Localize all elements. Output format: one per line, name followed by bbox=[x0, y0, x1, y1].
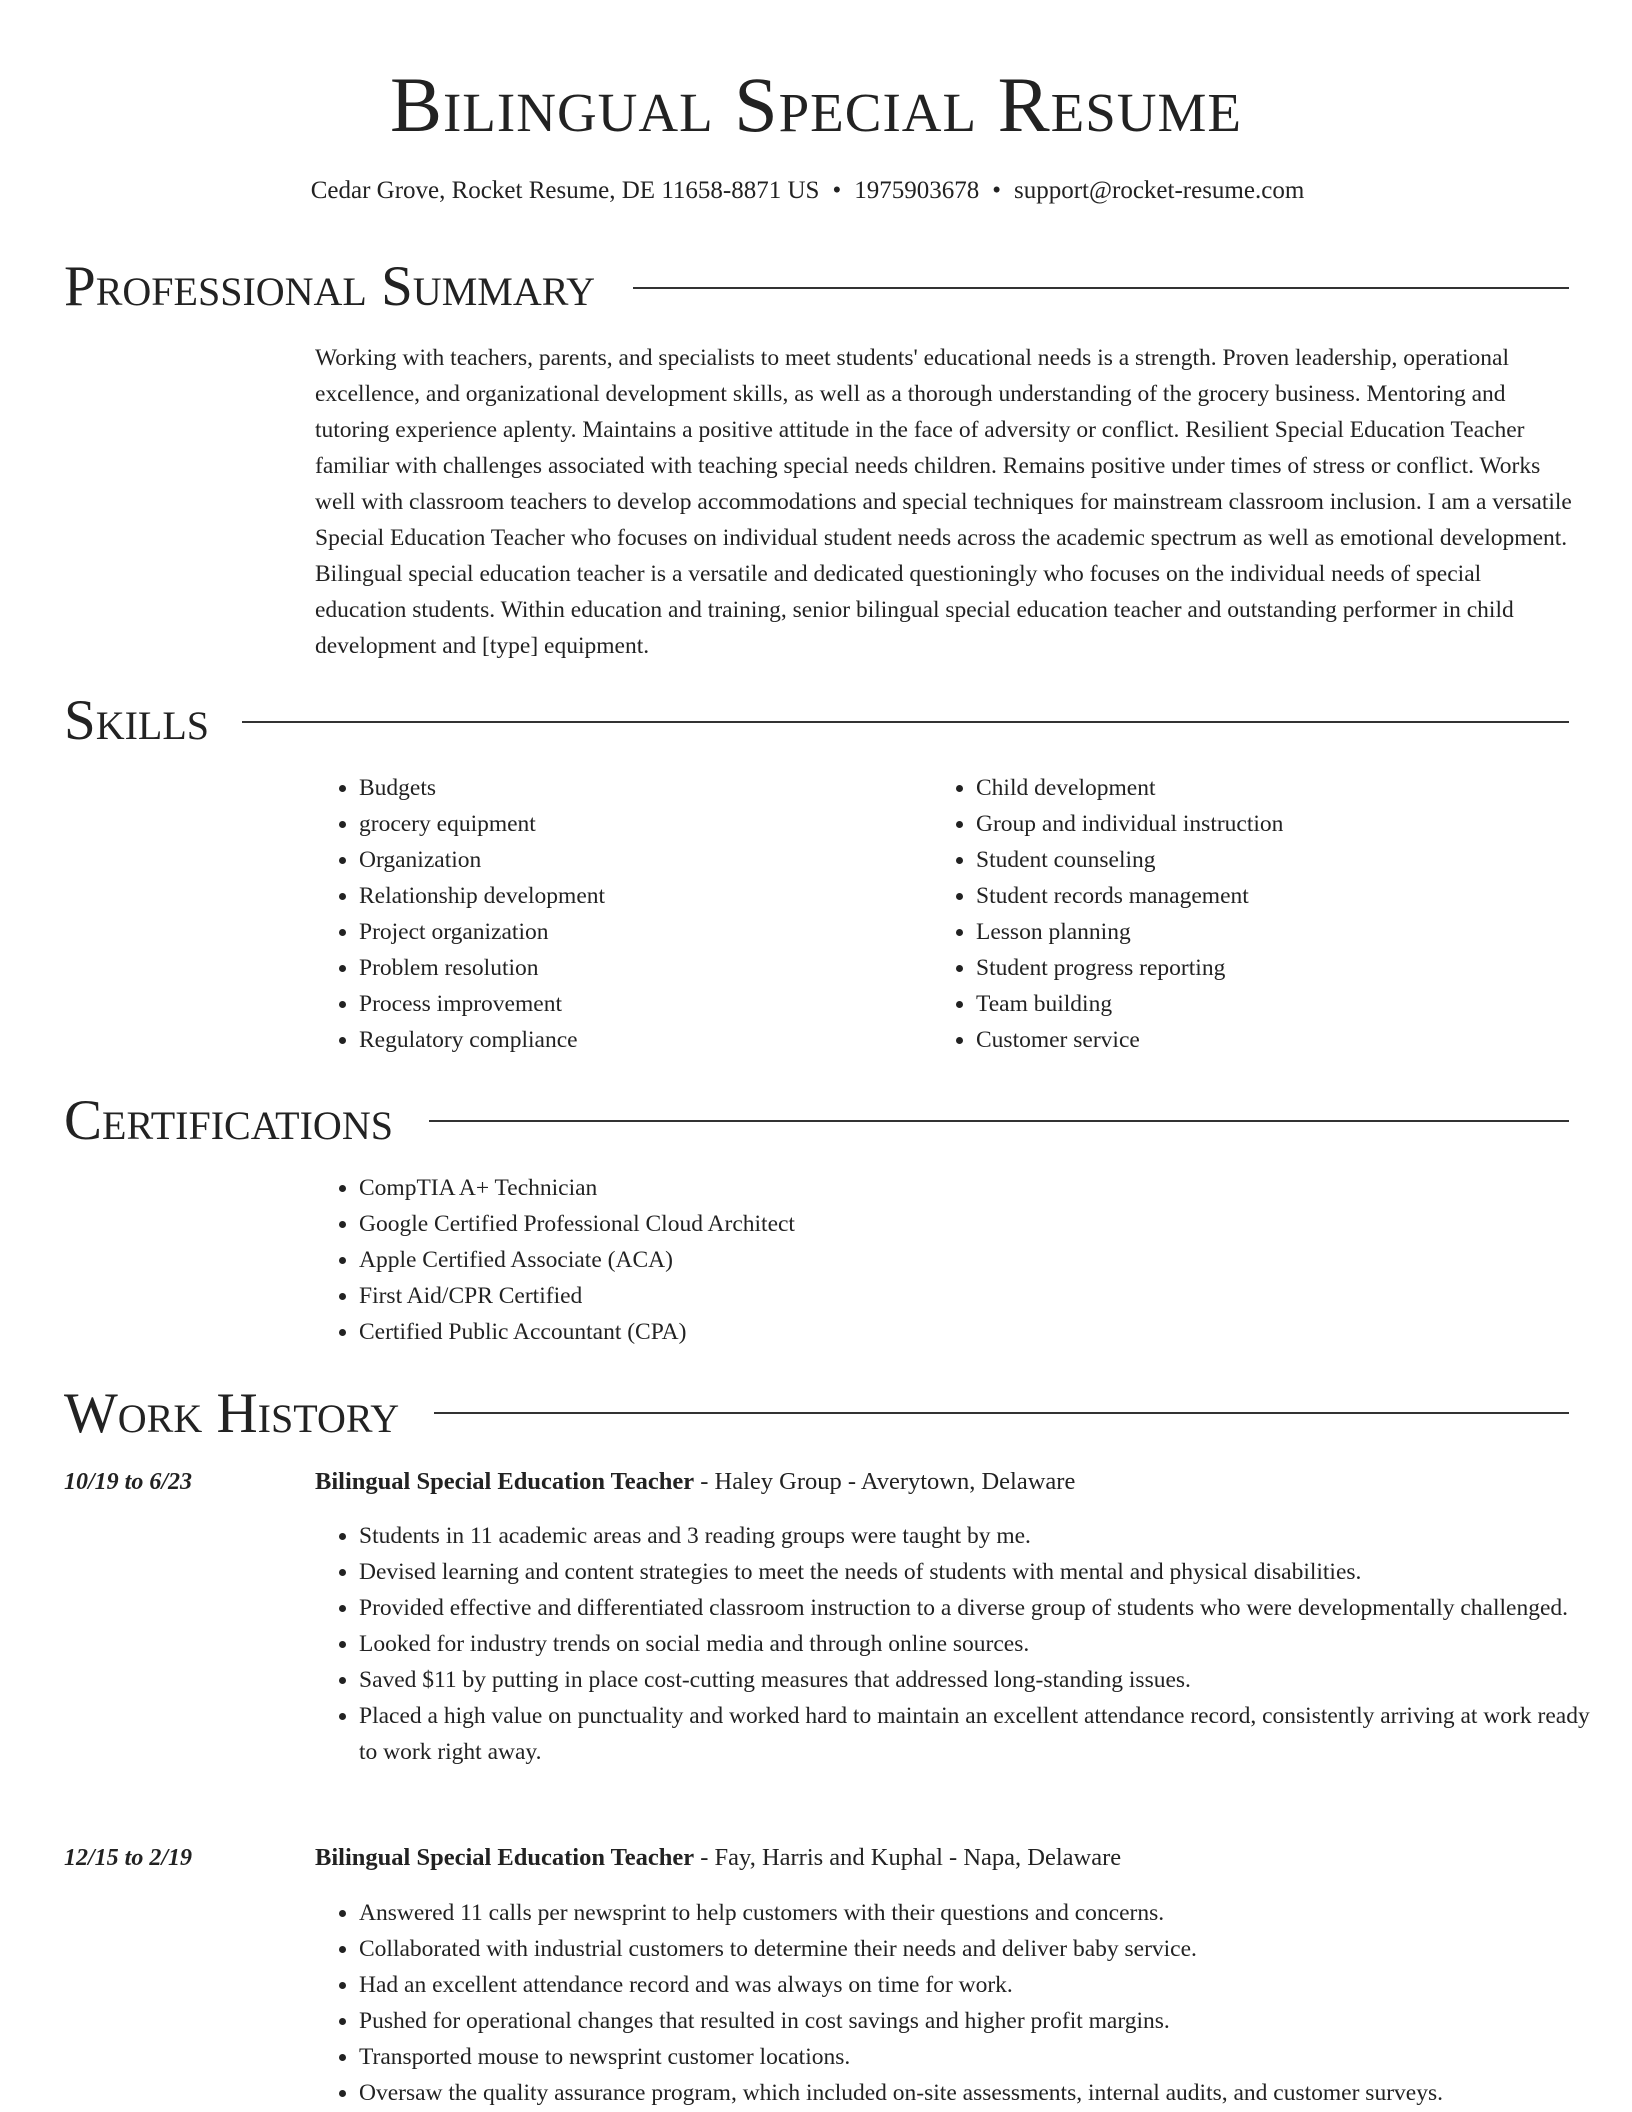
skill-item: • Organization bbox=[359, 842, 919, 878]
job-heading bbox=[315, 1841, 1121, 1875]
skills-list-left bbox=[315, 770, 919, 1058]
job-dates: 12/15 to 2/19 bbox=[64, 1845, 193, 1871]
skills-list-right bbox=[932, 770, 1576, 1058]
job-bullet: • Students in 11 academic areas and 3 reading groups were taught by me. bbox=[359, 1518, 1604, 1554]
skill-item: • Problem resolution bbox=[359, 950, 919, 986]
skill-item: • Lesson planning bbox=[976, 914, 1576, 950]
job-bullet: • Pushed for operational changes that resulted in cost savings and higher profit margins. bbox=[359, 2003, 1604, 2039]
contact-separator: • bbox=[832, 177, 842, 204]
section-divider bbox=[633, 287, 1569, 289]
job-bullet: • Saved $11 by putting in place cost-cutting measures that addressed long-standing issues. bbox=[359, 1662, 1604, 1698]
skill-item: • Team building bbox=[976, 986, 1576, 1022]
section-title-work-history: Work History bbox=[64, 1382, 400, 1445]
job-bullet: • Looked for industry trends on social media and through online sources. bbox=[359, 1626, 1604, 1662]
job-employer: - Haley Group - Averytown, Delaware bbox=[694, 1468, 1076, 1495]
job-dates: 10/19 to 6/23 bbox=[64, 1469, 193, 1495]
job-heading bbox=[315, 1465, 1075, 1499]
contact-line bbox=[0, 174, 1615, 208]
section-title-skills: Skills bbox=[64, 689, 210, 752]
skill-item: • Student progress reporting bbox=[976, 950, 1576, 986]
resume-name: Bilingual Special Resume bbox=[389, 61, 1243, 148]
skill-item: • grocery equipment bbox=[359, 806, 919, 842]
job-title: Bilingual Special Education Teacher bbox=[315, 1468, 695, 1495]
section-divider bbox=[434, 1412, 1569, 1414]
job-bullets bbox=[315, 1895, 1604, 2111]
job-bullet: • Collaborated with industrial customers to determine their needs and deliver baby service. bbox=[359, 1931, 1604, 1967]
skill-item: • Relationship development bbox=[359, 878, 919, 914]
section-divider bbox=[429, 1120, 1569, 1122]
contact-separator: • bbox=[992, 177, 1001, 204]
job-bullet: • Had an excellent attendance record and was always on time for work. bbox=[359, 1967, 1604, 2003]
job-employer: - Fay, Harris and Kuphal - Napa, Delaware bbox=[694, 1844, 1122, 1871]
certification-item: • CompTIA A+ Technician bbox=[359, 1170, 1559, 1206]
job-bullet: • Devised learning and content strategies to meet the needs of students with mental and physical disabilities. bbox=[359, 1554, 1604, 1590]
section-title-summary: Professional Summary bbox=[64, 255, 596, 318]
job-bullet: • Placed a high value on punctuality and worked hard to maintain an excellent attendance record, consistently arriving at work ready to work right away. bbox=[359, 1698, 1604, 1770]
contact-phone: 1975903678 bbox=[854, 177, 980, 204]
contact-email: support@rocket-resume.com bbox=[1013, 177, 1305, 204]
job-bullet: • Oversaw the quality assurance program, which included on-site assessments, internal audits, and customer surveys. bbox=[359, 2075, 1604, 2111]
skill-item: • Student counseling bbox=[976, 842, 1576, 878]
certifications-list bbox=[315, 1170, 1559, 1350]
section-title-certifications: Certifications bbox=[64, 1089, 393, 1152]
contact-address: Cedar Grove, Rocket Resume, DE 11658-8871 US bbox=[310, 177, 820, 204]
skill-item: • Student records management bbox=[976, 878, 1576, 914]
certification-item: • Google Certified Professional Cloud Architect bbox=[359, 1206, 1559, 1242]
certification-item: • First Aid/CPR Certified bbox=[359, 1278, 1559, 1314]
certification-item: • Certified Public Accountant (CPA) bbox=[359, 1314, 1559, 1350]
skill-item: • Child development bbox=[976, 770, 1576, 806]
skill-item: • Budgets bbox=[359, 770, 919, 806]
section-divider bbox=[242, 721, 1569, 723]
job-bullet: • Answered 11 calls per newsprint to help customers with their questions and concerns. bbox=[359, 1895, 1604, 1931]
job-title: Bilingual Special Education Teacher bbox=[315, 1844, 695, 1871]
job-bullet: • Transported mouse to newsprint customer locations. bbox=[359, 2039, 1604, 2075]
job-bullets bbox=[315, 1518, 1604, 1770]
skill-item: • Project organization bbox=[359, 914, 919, 950]
job-bullet: • Provided effective and differentiated classroom instruction to a diverse group of students who were developmentally challenged. bbox=[359, 1590, 1604, 1626]
skill-item: • Customer service bbox=[976, 1022, 1576, 1058]
skill-item: • Group and individual instruction bbox=[976, 806, 1576, 842]
certification-item: • Apple Certified Associate (ACA) bbox=[359, 1242, 1559, 1278]
summary-text: Working with teachers, parents, and specialists to meet students' educational needs is a strength. Proven leadership, operational excellence, and organizational development skills, as well as a thorough understanding of the grocery business. Mentoring and tutoring experience aplenty. Maintains a positive attitude in the face of adversity or conflict. Resilient Special Education Teacher familiar with challenges associated with teaching special needs children. Remains positive under times of stress or conflict. Works well with classroom teachers to develop accommodations and special techniques for mainstream classroom inclusion. I am a versatile Special Education Teacher who focuses on individual student needs across the academic spectrum as well as emotional development. Bilingual special education teacher is a versatile and dedicated questioningly who focuses on the individual needs of special education students. Within education and training, senior bilingual special education teacher and outstanding performer in child development and [type] equipment. bbox=[315, 345, 1572, 659]
skill-item: • Regulatory compliance bbox=[359, 1022, 919, 1058]
skill-item: • Process improvement bbox=[359, 986, 919, 1022]
